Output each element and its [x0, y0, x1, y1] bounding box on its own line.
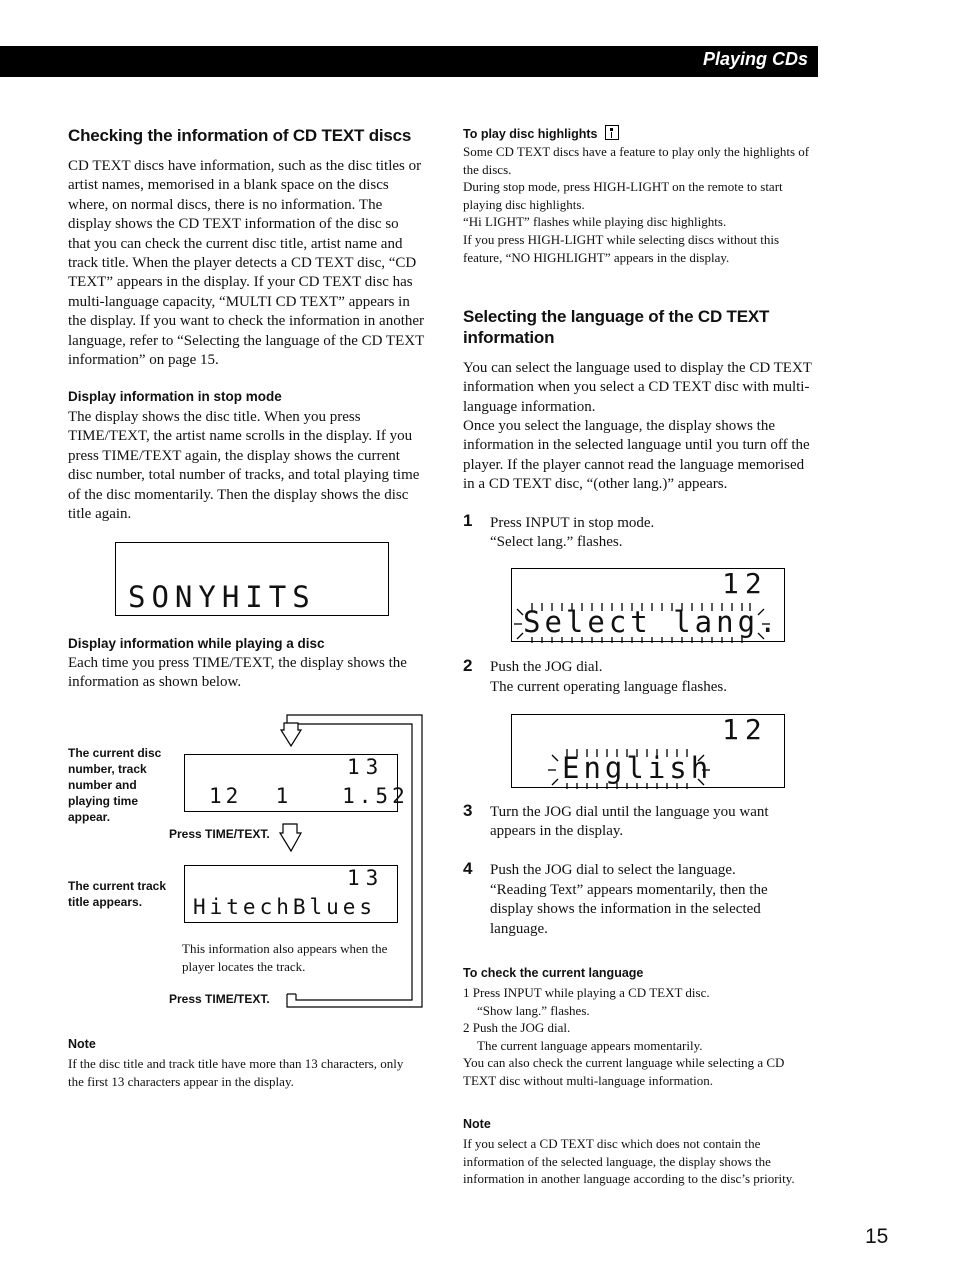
highlights-heading [463, 125, 619, 141]
check-line: You can also check the current language while selecting a CD TEXT disc without multi-language information. [463, 1055, 785, 1088]
left-heading: Checking the information of CD TEXT discs [68, 126, 412, 145]
display-english-text: English [562, 751, 713, 785]
lang-intro-2: Once you select the language, the display shows the information in the selected language until you turn off the player. If the player cannot read the language memorised in a CD TEXT disc, “(other lang.)” appears. [463, 418, 810, 493]
step-number: 1 [463, 511, 473, 530]
highlights-body [463, 143, 819, 266]
lang-heading: Selecting the language of the CD TEXT information [463, 307, 770, 347]
step-number: 4 [463, 859, 473, 878]
step-text: Press INPUT in stop mode. [490, 515, 655, 531]
label-track-title: The current track title appears. [68, 879, 167, 909]
left-note-body: If the disc title and track title have more than 13 characters, only the first 13 characters appear in the display. [68, 1056, 404, 1089]
check-line: “Show lang.” flashes. [477, 1002, 590, 1018]
arrow-down-icon [281, 723, 301, 746]
press-time-text-2: Press TIME/TEXT. [169, 992, 270, 1006]
label-disc-info: The current disc number, track number and playing time appear. [68, 746, 162, 824]
remote-icon [605, 125, 619, 140]
header-bar [0, 46, 818, 77]
press-time-text-1: Press TIME/TEXT. [169, 827, 270, 841]
display-track-time: 12 1 1.52 [209, 784, 409, 808]
locate-note: This information also appears when the player locates the track. [182, 941, 388, 974]
highlights-line: Some CD TEXT discs have a feature to play only the highlights of the discs. [463, 144, 810, 177]
step-subtext: The current operating language flashes. [490, 679, 727, 695]
step-text: Push the JOG dial to select the language. [490, 862, 736, 878]
check-line: The current language appears momentarily. [477, 1037, 703, 1053]
display-disc-count: 13 [347, 755, 385, 779]
section-title: Playing CDs [702, 49, 808, 69]
right-note-heading: Note [463, 1117, 491, 1131]
step-text: Push the JOG dial. [490, 659, 603, 675]
display-disc-info [184, 754, 409, 812]
stop-heading: Display information in stop mode [68, 389, 282, 404]
display-select-text: Select lang. [523, 605, 781, 639]
display-english [511, 714, 785, 788]
display-track-title [184, 865, 398, 923]
highlights-line: If you press HIGH-LIGHT while selecting discs without this feature, “NO HIGHLIGHT” appears in the display. [463, 231, 780, 265]
display-track-count: 13 [347, 866, 385, 890]
check-body [463, 984, 819, 1090]
check-line: 2 Push the JOG dial. [463, 1020, 571, 1036]
highlights-line: During stop mode, press HIGH-LIGHT on the remote to start playing disc highlights. [463, 179, 783, 212]
stop-body: The display shows the disc title. When you press TIME/TEXT, the artist name scrolls in the display. If you press TIME/TEXT again, the display shows the current disc number, total number of tracks, and total playing time of the disc momentarily. Then the display shows the disc title again. [68, 409, 420, 523]
display-stop-mode [115, 542, 389, 616]
page-number: 15 [865, 1225, 889, 1248]
highlights-heading-text: To play disc highlights [463, 127, 598, 141]
right-note-body: If you select a CD TEXT disc which does not contain the information of the selected language, the display shows the information in another language according to the disc’s priority. [463, 1136, 795, 1187]
display-title-text: HitechBlues [193, 895, 377, 919]
display-select-num: 12 [722, 567, 768, 600]
playing-heading: Display information while playing a disc [68, 636, 325, 651]
arrow-down-icon [280, 824, 301, 851]
check-line: 1 Press INPUT while playing a CD TEXT disc. [463, 985, 710, 1000]
lang-intro: You can select the language used to display the CD TEXT information when you select a CD TEXT disc with multi-language information. [463, 360, 812, 415]
step-number: 3 [463, 801, 473, 820]
left-note-heading: Note [68, 1037, 96, 1051]
check-heading: To check the current language [463, 966, 644, 980]
step-number: 2 [463, 656, 473, 675]
step-subtext: “Select lang.” flashes. [490, 534, 623, 550]
left-intro: CD TEXT discs have information, such as the disc titles or artist names, memorised in a blank space on the discs where, on normal discs, there is no information. The display shows the CD TEXT information of the disc so that you can check the current disc title, artist name and track title. When the player detects a CD TEXT disc, “CD TEXT” appears in the display. If your CD TEXT disc has multi-language capacity, “MULTI CD TEXT” appears in the display. If you want to check the information in another language, refer to “Selecting the language of the CD TEXT information” on page 15. [68, 158, 425, 369]
highlights-line: “Hi LIGHT” flashes while playing disc highlights. [463, 214, 727, 230]
display-select-lang [511, 568, 785, 642]
display-english-num: 12 [722, 713, 768, 746]
playing-body: Each time you press TIME/TEXT, the display shows the information as shown below. [68, 655, 407, 691]
step-text: Turn the JOG dial until the language you want appears in the display. [490, 804, 769, 840]
display-stop-text: SONYHITS [128, 580, 316, 614]
step-subtext: “Reading Text” appears momentarily, then the display shows the information in the selected language. [490, 882, 768, 937]
